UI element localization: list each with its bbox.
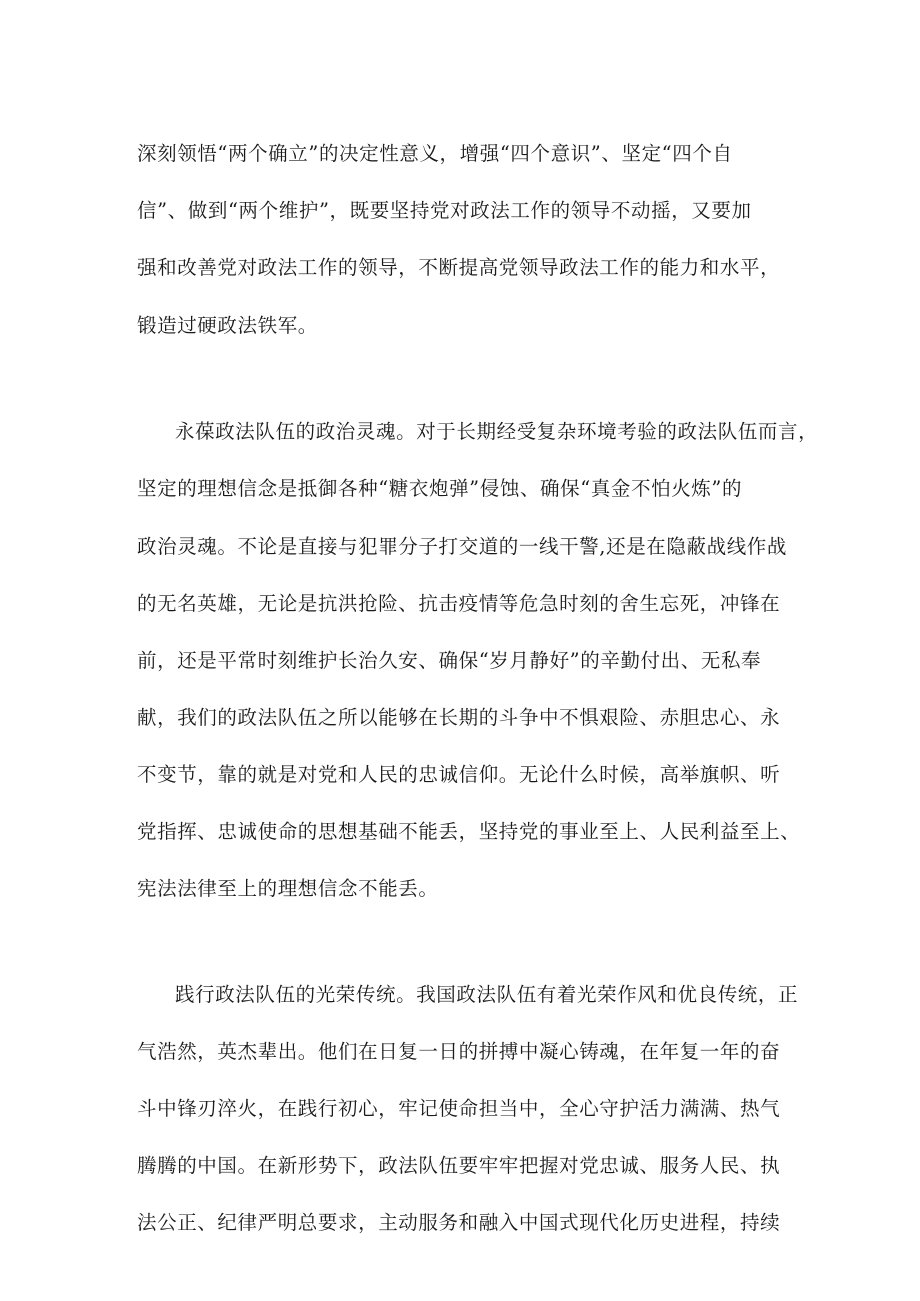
paragraph-2-line-3: 政治灵魂。不论是直接与犯罪分子打交道的一线干警,还是在隐蔽战线作战 (137, 535, 787, 558)
paragraph-2-line-5: 前，还是平常时刻维护长治久安、确保“岁月静好”的辛勤付出、无私奉 (137, 649, 762, 672)
paragraph-3-line-2: 气浩然，英杰辈出。他们在日复一日的拼搏中凝心铸魂，在年复一年的奋 (137, 1040, 781, 1063)
paragraph-2-line-2: 坚定的理想信念是抵御各种“糖衣炮弹”侵蚀、确保“真金不怕火炼”的 (137, 477, 743, 500)
paragraph-2-line-8: 党指挥、忠诚使命的思想基础不能丢，坚持党的事业至上、人民利益至上、 (137, 820, 801, 843)
paragraph-2-line-6: 献，我们的政法队伍之所以能够在长期的斗争中不惧艰险、赤胆忠心、永 (137, 706, 781, 729)
paragraph-2-line-7: 不变节，靠的就是对党和人民的忠诚信仰。无论什么时候，高举旗帜、听 (137, 763, 781, 786)
paragraph-3-line-4: 腾腾的中国。在新形势下，政法队伍要牢牢把握对党忠诚、服务人民、执 (137, 1154, 781, 1177)
paragraph-2-line-9: 宪法法律至上的理想信念不能丢。 (137, 877, 439, 900)
paragraph-3-line-3: 斗中锋刃淬火，在践行初心，牢记使命担当中，全心守护活力满满、热气 (137, 1097, 781, 1120)
paragraph-1-line-2: 信”、做到“两个维护”，既要坚持党对政法工作的领导不动摇，又要加 (137, 199, 752, 222)
paragraph-1-line-3: 强和改善党对政法工作的领导，不断提高党领导政法工作的能力和水平， (137, 256, 781, 279)
paragraph-2-line-4: 的无名英雄，无论是抗洪抢险、抗击疫情等危急时刻的舍生忘死，冲锋在 (137, 592, 781, 615)
paragraph-3-line-1: 践行政法队伍的光荣传统。我国政法队伍有着光荣作风和优良传统，正 (175, 983, 799, 1006)
paragraph-1-line-1: 深刻领悟“两个确立”的决定性意义，增强“四个意识”、坚定“四个自 (137, 142, 733, 165)
paragraph-3-line-5: 法公正、纪律严明总要求，主动服务和融入中国式现代化历史进程，持续 (137, 1211, 781, 1234)
paragraph-1-line-4: 锻造过硬政法铁军。 (137, 314, 318, 337)
paragraph-2-line-1: 永葆政法队伍的政治灵魂。对于长期经受复杂环境考验的政法队伍而言， (175, 420, 819, 443)
